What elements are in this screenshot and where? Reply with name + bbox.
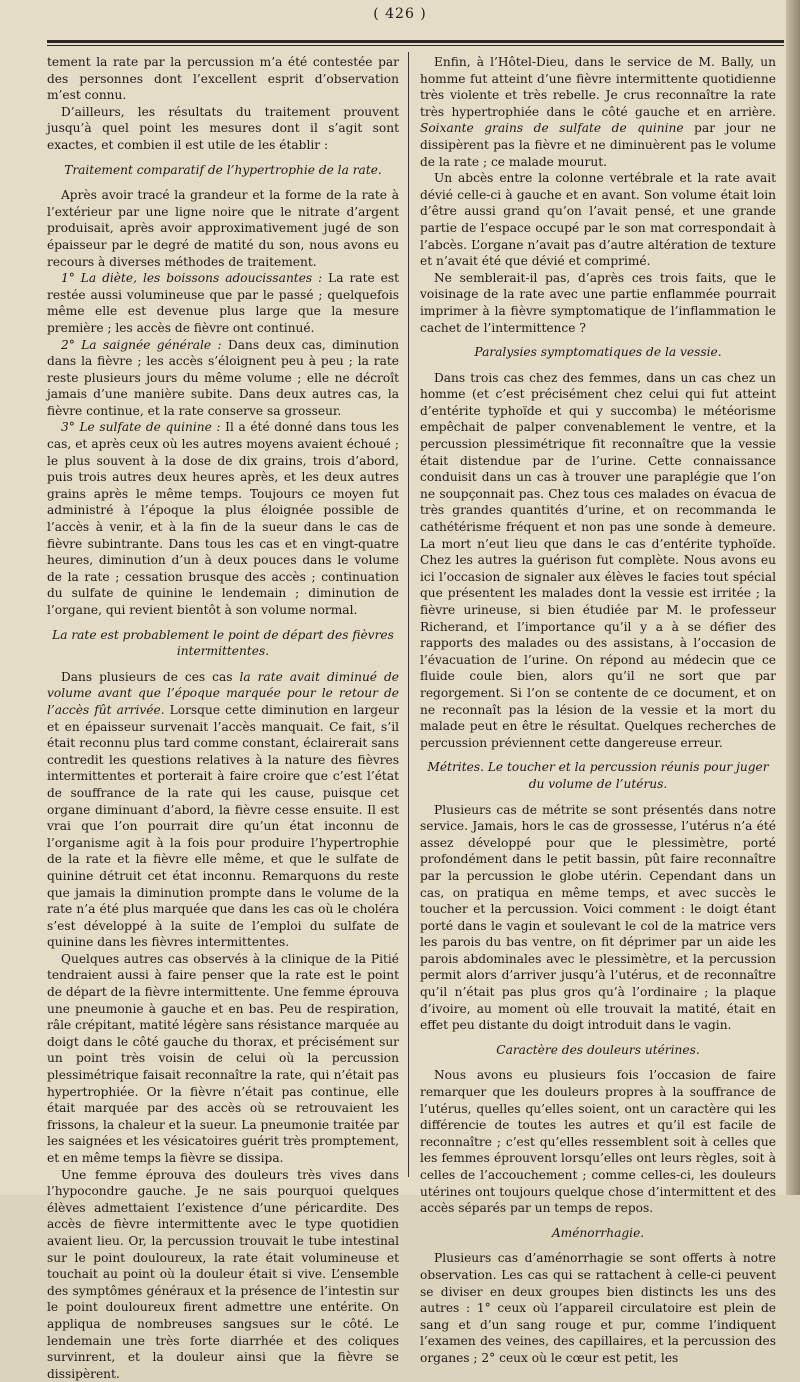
section-heading: Traitement comparatif de l’hypertrophie de la rate. [64, 162, 382, 177]
paragraph-text: par jour ne dissipèrent pas la fièvre et ne diminuèrent pas le volume de la rate ; ce malade mourut. [420, 121, 776, 169]
item-text: Il a été donné dans tous les cas, et après ceux où les autres moyens avaient échoué ; le plus souvent à la dose de dix grains, trois d’abord, puis trois autres deux heures après, et les deux autres grains après le même temps. Toujours ce moyen fut administré à l’époque la plus éloignée possible de l’accès à venir, et à la fin de la sueur dans le cas de fièvre subintrante. Dans tous les cas et en vingt-quatre heures, diminution d’un à deux pouces dans le volume de la rate ; cessation brusque des accès ; continuation du sulfate de quinine le lendemain ; diminution de l’organe, qui revient bientôt à son volume normal. [47, 420, 399, 617]
paragraph-text: Enfin, à l’Hôtel-Dieu, dans le service de M. Bally, un homme fut atteint d’une fièvre intermittente quotidienne très violente et très rebelle. Je crus reconnaître la rate très hypertrophiée dans le côté gauche et en arrière. [420, 55, 776, 119]
paragraph: Plusieurs cas d’aménorrhagie se sont offerts à notre observation. Les cas qui se rattachent à celle-ci peuvent se diviser en deux groupes bien distincts les uns des autres : 1° ceux où l’appareil circulatoire est plein de sang et d’un sang rouge et pur, comme l’indiquent l’examen des veines, des capillaires, et la percussion des organes ; 2° ceux où le cœur est petit, les [420, 1251, 776, 1365]
paragraph: Dans trois cas chez des femmes, dans un cas chez un homme (et c’est précisément chez celui qui fut atteint d’entérite typhoïde et qui y succomba) le météorisme empêchait de palper convenablement le ventre, et la percussion plessimétrique fit reconnaître que la vessie était distendue par de l’urine. Cette connaissance conduisit dans un cas à trouver une paraplégie que l’on ne soupçonnait pas. Chez tous ces malades on évacua de très grandes quantités d’urine, et on recommanda le cathétérisme fréquent et non pas une sonde à demeure. La mort n’eut lieu que dans le cas d’entérite typhoïde. Chez les autres la guérison fut complète. Nous avons eu ici l’occasion de signaler aux élèves le facies tout spécial que présentent les malades dont la vessie est irritée ; la fièvre urineuse, si bien étudiée par M. le professeur Richerand, et l’importance qu’il y a à se défier des rapports des malades ou des assistans, à l’occasion de l’évacuation de l’urine. On répond au médecin que ce fluide coule bien, alors qu’il ne sort que par regorgement. Si l’on se contente de ce document, et on ne reconnaît pas la lésion de la vessie et la mort du malade peut en être le résultat. Quelques recherches de percussion préviennent cette dangereuse erreur. [420, 370, 776, 750]
paragraph: Quelques autres cas observés à la clinique de la Pitié tendraient aussi à faire penser que la rate est le point de départ de la fièvre intermittente. Une femme éprouva une pneumonie à gauche et en bas. Peu de respiration, râle crépitant, matité légère sans résistance marquée au doigt dans le côté gauche du thorax, et précisément sur un point très voisin de celui où la percussion plessimétrique faisait reconnaître la rate, qui n’était pas hypertrophiée. Or la fièvre n’était pas continue, elle était marquée par des accès où se retrouvaient les frissons, la chaleur et la sueur. La pneumonie traitée par les saignées et les vésicatoires guérit très promptement, et en même temps la fièvre se dissipa. [47, 951, 399, 1165]
paragraph: Une femme éprouva des douleurs très vives dans l’hypocondre gauche. Je ne sais pourquoi quelques élèves admettaient l’existence d’une péricardite. Des accès de fièvre intermittente avec le type quotidien avaient lieu. Or, la percussion trouvait le tube intestinal sur le point douloureux, la rate était volumineuse et touchait au point où la douleur était si vive. L’ensemble des symptômes généraux et la présence de l’intestin sur le point douloureux firent admettre une entérite. On appliqua de nombreuses sangsues sur le côté. Le lendemain une très forte diarrhée et des coliques survinrent, et la douleur ainsi que la fièvre se dissipèrent. [47, 1167, 399, 1381]
numbered-paragraph [47, 270, 399, 336]
item-text: La rate est restée aussi volumineuse que par le passé ; quelquefois même elle est devenue plus large que la mesure première ; les accès de fièvre ont continué. [47, 271, 399, 335]
section-heading: Aménorrhagie. [551, 1225, 645, 1240]
section-heading: Paralysies symptomatiques de la vessie. [474, 345, 722, 360]
page-edge-shadow [786, 0, 800, 1195]
paragraph: Ne semblerait-il pas, d’après ces trois faits, que le voisinage de la rate avec une partie enflammée pourrait imprimer à la fièvre symptomatique de l’inflammation le cachet de l’intermittence ? [420, 270, 776, 335]
paragraph-text: Lorsque cette diminution en largeur et en épaisseur survenait l’accès manquait. Ce fait, s’il était reconnu plus tard comme constant, éclairerait sans contredit les questions relatives à la nature des fièvres intermittentes et porterait à faire croire que c’est l’état de souffrance de la rate qui les cause, puisque cet organe diminuant d’abord, la fièvre cesse ensuite. Il est vrai que l’on pourrait dire qu’un état inconnu de l’organisme agit à la fois pour produire l’hypertrophie de la rate et la fièvre elle même, et que le sulfate de quinine détruit cet état inconnu. Remarquons du reste que jamais la diminution prompte dans le volume de la rate n’a été plus marquée que dans les cas où le choléra s’est développé à la suite de l’emploi du sulfate de quinine dans les fièvres intermittentes. [47, 702, 399, 950]
section-heading: Métrites. Le toucher et la percussion réunis pour juger du volume de l’utérus. [427, 760, 769, 791]
left-column [47, 54, 399, 1381]
paragraph: D’ailleurs, les résultats du traitement prouvent jusqu’à quel point les mesures dont il s’agit sont exactes, et combien il est utile de les établir : [47, 104, 399, 152]
column-divider [408, 52, 409, 1177]
item-lead: 2° La saignée générale : [61, 337, 222, 352]
item-text: Dans deux cas, diminution dans la fièvre ; les accès s’éloignent peu à peu ; la rate reste plusieurs jours du même volume ; elle ne décroît jamais d’une manière subite. Dans deux autres cas, la fièvre continue, et la rate conserve sa grosseur. [47, 337, 399, 418]
paragraph [47, 669, 399, 951]
item-lead: 1° La diète, les boissons adoucissantes : [61, 271, 323, 286]
emphasis-text: la rate avait diminué de volume avant que l’époque marquée pour le retour de l’accès fût arrivée. [47, 669, 399, 717]
numbered-paragraph [47, 337, 399, 420]
paragraph: tement la rate par la percussion m’a été contestée par des personnes dont l’excellent esprit d’observation m’est connu. [47, 55, 399, 103]
numbered-paragraph [47, 419, 399, 618]
paragraph: Plusieurs cas de métrite se sont présentés dans notre service. Jamais, hors le cas de grossesse, l’utérus n’a été assez développé pour que le plessimètre, porté profondément dans le petit bassin, pût faire reconnaître par la percussion le globe utérin. Cependant dans un cas, on pratiqua en même temps, et avec succès le toucher et la percussion. Voici comment : le doigt étant porté dans le vagin et soulevant le col de la matrice vers les parois du bas ventre, on fit déprimer par un aide les parois abdominales avec le plessimètre, et la percussion permit alors d’arriver jusqu’à l’utérus, et de reconnaître qu’il n’était pas plus gros qu’à l’ordinaire ; la plaque d’ivoire, au moment où elle trouvait la matité, était en effet peu distante du doigt introduit dans le vagin. [420, 802, 776, 1033]
header-rule [47, 40, 784, 46]
section-heading: La rate est probablement le point de départ des fièvres intermittentes. [52, 627, 394, 659]
paragraph-text: Dans plusieurs de ces cas [61, 669, 240, 684]
paragraph: Après avoir tracé la grandeur et la forme de la rate à l’extérieur par une ligne noire que le nitrate d’argent produisait, après avoir approximativement jugé de son épaisseur par le degré de matité du son, nous avons eu recours à diverses méthodes de traitement. [47, 188, 399, 269]
right-column [420, 54, 776, 1365]
emphasis-text: Soixante grains de sulfate de quinine [420, 121, 684, 136]
paragraph [420, 54, 776, 170]
item-lead: 3° Le sulfate de quinine : [61, 420, 221, 435]
paragraph: Nous avons eu plusieurs fois l’occasion de faire remarquer que les douleurs propres à la souffrance de l’utérus, quelles qu’elles soient, ont un caractère qui les différencie de toutes les autres et qu’il est facile de reconnaître ; c’est qu’elles ressemblent soit à celles que les femmes éprouvent lorsqu’elles ont leurs règles, soit à celles de l’accouchement ; comme celles-ci, les douleurs utérines ont toujours quelque chose d’intermittent et des accès séparés par un temps de repos. [420, 1068, 776, 1216]
section-heading: Caractère des douleurs utérines. [496, 1042, 700, 1057]
paragraph: Un abcès entre la colonne vertébrale et la rate avait dévié celle-ci à gauche et en avant. Son volume était loin d’être aussi grand qu’on l’avait pensé, et une grande partie de l’espace occupé par le son mat correspondait à l’abcès. L’organe n’avait pas d’autre altération de texture et n’avait été que dévié et comprimé. [420, 171, 776, 269]
page-number: ( 426 ) [373, 6, 427, 22]
